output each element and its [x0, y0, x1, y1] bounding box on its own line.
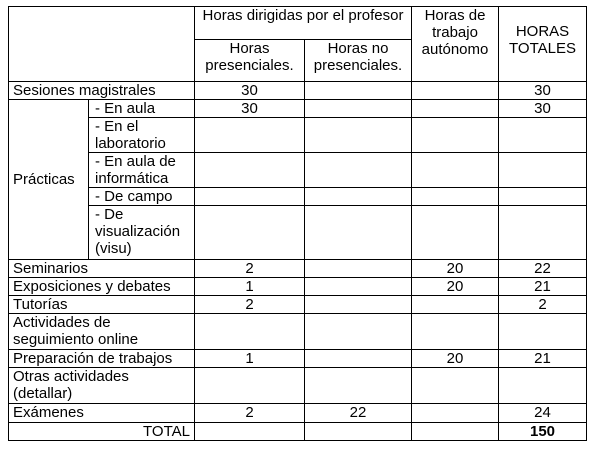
cell-presenciales: 1 [195, 278, 305, 296]
cell-total: 30 [499, 82, 587, 100]
table-row [9, 368, 587, 404]
table-row [9, 350, 587, 368]
cell-autonomo: 20 [412, 260, 499, 278]
header-dirigidas: Horas dirigidas por el profesor [195, 7, 412, 40]
cell-presenciales: 2 [195, 260, 305, 278]
cell-total [499, 153, 587, 188]
cell-autonomo [412, 296, 499, 314]
hours-table [8, 6, 587, 441]
cell-presenciales: 30 [195, 82, 305, 100]
cell-total: 2 [499, 296, 587, 314]
cell-no-presenciales [305, 188, 412, 206]
table-row [9, 404, 587, 423]
row-label-seminarios: Seminarios [9, 260, 195, 278]
cell-presenciales: 30 [195, 100, 305, 118]
table-row [9, 153, 587, 188]
cell-total: 22 [499, 260, 587, 278]
cell-autonomo [412, 404, 499, 423]
cell-no-presenciales [305, 100, 412, 118]
row-label-informatica: - En aula de informática [89, 153, 195, 188]
cell-no-presenciales [305, 206, 412, 260]
row-label-exposiciones: Exposiciones y debates [9, 278, 195, 296]
cell-no-presenciales [305, 278, 412, 296]
table-row [9, 118, 587, 153]
cell-autonomo [412, 423, 499, 441]
cell-total: 30 [499, 100, 587, 118]
cell-total [499, 314, 587, 350]
cell-autonomo [412, 153, 499, 188]
row-label-campo: - De campo [89, 188, 195, 206]
table-row-total [9, 423, 587, 441]
cell-presenciales [195, 423, 305, 441]
cell-no-presenciales [305, 82, 412, 100]
cell-no-presenciales [305, 260, 412, 278]
header-empty-cell [9, 7, 195, 82]
cell-no-presenciales [305, 296, 412, 314]
practicas-label: Prácticas [9, 100, 89, 260]
table-row [9, 314, 587, 350]
table-row [9, 100, 587, 118]
table-row [9, 278, 587, 296]
row-label-sesiones: Sesiones magistrales [9, 82, 195, 100]
cell-no-presenciales [305, 314, 412, 350]
cell-presenciales [195, 314, 305, 350]
row-label-preparacion: Preparación de trabajos [9, 350, 195, 368]
row-label-seguimiento: Actividades de seguimiento online [9, 314, 195, 350]
table-row [9, 82, 587, 100]
cell-autonomo [412, 100, 499, 118]
cell-autonomo [412, 82, 499, 100]
table-row [9, 260, 587, 278]
header-no-presenciales: Horas no presenciales. [305, 40, 412, 82]
table-row [9, 296, 587, 314]
cell-autonomo: 20 [412, 278, 499, 296]
cell-total [499, 118, 587, 153]
header-totales: HORAS TOTALES [499, 7, 587, 82]
row-label-laboratorio: - En el laboratorio [89, 118, 195, 153]
cell-presenciales: 1 [195, 350, 305, 368]
cell-presenciales [195, 206, 305, 260]
cell-autonomo [412, 118, 499, 153]
cell-no-presenciales [305, 118, 412, 153]
table-row [9, 188, 587, 206]
cell-autonomo [412, 206, 499, 260]
cell-presenciales: 2 [195, 404, 305, 423]
cell-total [499, 368, 587, 404]
row-label-aula: - En aula [89, 100, 195, 118]
row-label-total: TOTAL [9, 423, 195, 441]
cell-no-presenciales [305, 350, 412, 368]
row-label-tutorias: Tutorías [9, 296, 195, 314]
cell-total [499, 188, 587, 206]
cell-total: 21 [499, 278, 587, 296]
cell-presenciales [195, 153, 305, 188]
cell-presenciales: 2 [195, 296, 305, 314]
cell-total: 21 [499, 350, 587, 368]
cell-autonomo [412, 188, 499, 206]
cell-presenciales [195, 368, 305, 404]
table-row [9, 206, 587, 260]
cell-autonomo [412, 368, 499, 404]
row-label-otras: Otras actividades (detallar) [9, 368, 195, 404]
row-label-examenes: Exámenes [9, 404, 195, 423]
cell-total: 24 [499, 404, 587, 423]
cell-autonomo: 20 [412, 350, 499, 368]
row-label-visualizacion: - De visualización (visu) [89, 206, 195, 260]
cell-autonomo [412, 314, 499, 350]
cell-no-presenciales [305, 153, 412, 188]
header-autonomo: Horas de trabajo autónomo [412, 7, 499, 82]
cell-no-presenciales [305, 368, 412, 404]
cell-no-presenciales: 22 [305, 404, 412, 423]
cell-total [499, 206, 587, 260]
header-presenciales: Horas presenciales. [195, 40, 305, 82]
cell-no-presenciales [305, 423, 412, 441]
cell-presenciales [195, 188, 305, 206]
cell-presenciales [195, 118, 305, 153]
cell-grand-total: 150 [499, 423, 587, 441]
